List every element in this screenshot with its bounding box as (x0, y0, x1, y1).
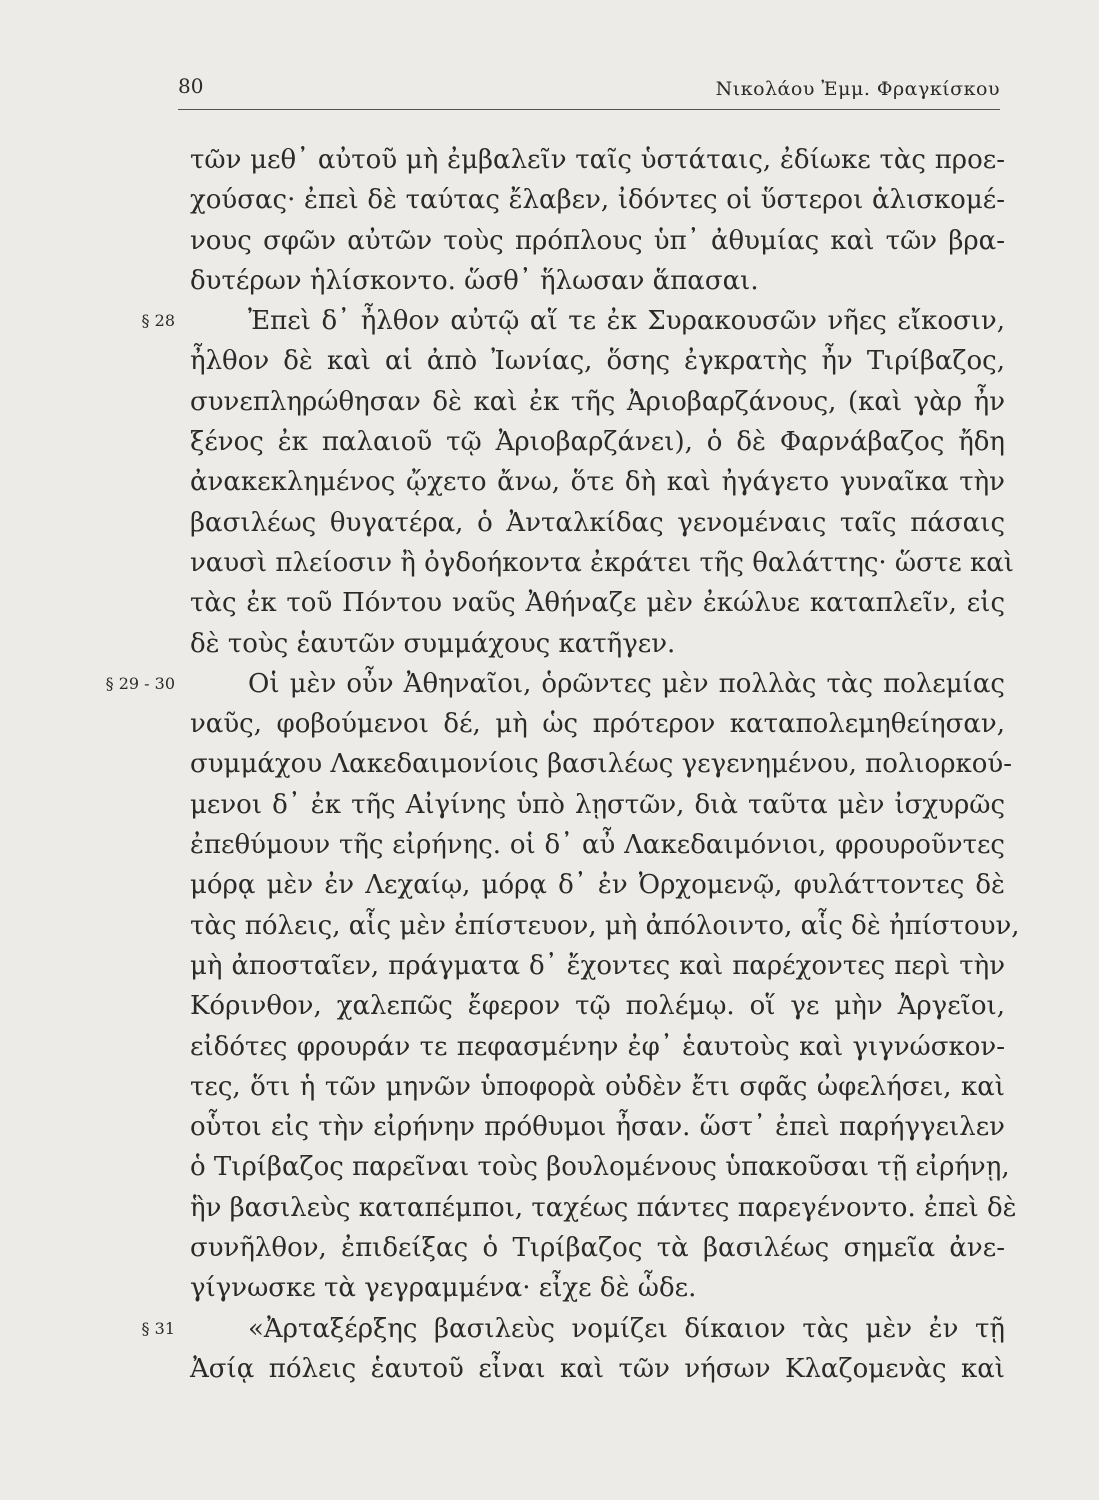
line-text: συμμάχου Λακεδαιμονίοις βασιλέως γεγενημένου, πολιορκού- (190, 749, 1012, 780)
line-text: εἰδότες φρουράν τε πεφασμένην ἐφ᾽ ἑαυτοὺς καὶ γιγνώσκον- (190, 1031, 1005, 1062)
text-line (190, 704, 1005, 744)
line-text: δυτέρων ἡλίσκοντο. ὥσθ᾽ ἥλωσαν ἅπασαι. (190, 265, 759, 296)
text-line (190, 785, 1005, 825)
line-text: βασιλέως θυγατέρα, ὁ Ἀνταλκίδας γενομέναις ταῖς πάσαις (190, 507, 1005, 538)
text-line (190, 543, 1015, 583)
line-text: συνῆλθον, ἐπιδείξας ὁ Τιρίβαζος τὰ βασιλέως σημεῖα ἀνε- (190, 1233, 1005, 1264)
line-text: τὰς πόλεις, αἷς μὲν ἐπίστευον, μὴ ἀπόλοιντο, αἷς δὲ ἠπίστουν, (190, 910, 1020, 941)
line-text: νους σφῶν αὐτῶν τοὺς πρόπλους ὑπ᾽ ἀθυμίας καὶ τῶν βρα- (190, 225, 1005, 256)
line-text: ὁ Τιρίβαζος παρεῖναι τοὺς βουλομένους ὑπακοῦσαι τῇ εἰρήνῃ, (190, 1152, 1010, 1183)
text-line (141, 301, 1005, 341)
text-line (190, 1147, 1010, 1187)
line-text: ἐπεθύμουν τῆς εἰρήνης. οἱ δ᾽ αὖ Λακεδαιμόνιοι, φρουροῦντες (190, 830, 1005, 861)
line-text: τὰς ἐκ τοῦ Πόντου ναῦς Ἀθήναζε μὲν ἐκώλυε καταπλεῖν, εἰς (190, 588, 1005, 619)
line-text: Κόρινθον, χαλεπῶς ἔφερον τῷ πολέμῳ. οἵ γε μὴν Ἀργεῖοι, (190, 991, 1005, 1022)
line-text: Ἐπεὶ δ᾽ ἦλθον αὐτῷ αἵ τε ἐκ Συρακουσῶν νῆες εἴκοσιν, (248, 306, 1005, 337)
line-text: τες, ὅτι ἡ τῶν μηνῶν ὑποφορὰ οὐδὲν ἔτι σφᾶς ὠφελήσει, καὶ (190, 1071, 1005, 1102)
section-marker: § 31 (141, 1318, 175, 1338)
line-text: μόρᾳ μὲν ἐν Λεχαίῳ, μόρᾳ δ᾽ ἐν Ὀρχομενῷ, φυλάττοντες δὲ (190, 870, 1005, 901)
line-text: Οἱ μὲν οὖν Ἀθηναῖοι, ὁρῶντες μὲν πολλὰς τὰς πολεμίας (248, 668, 1005, 699)
text-line (190, 946, 1005, 986)
line-text: χούσας· ἐπεὶ δὲ ταύτας ἔλαβεν, ἰδόντες οἱ ὕστεροι ἁλισκομέ- (190, 185, 1005, 216)
page-number: 80 (178, 74, 204, 98)
text-line (190, 1027, 1005, 1067)
text-line (190, 503, 1005, 543)
text-line (190, 1268, 1005, 1308)
text-line (190, 1228, 1005, 1268)
line-text: ἀνακεκλημένος ᾤχετο ἄνω, ὅτε δὴ καὶ ἠγάγετο γυναῖκα τὴν (190, 467, 1005, 498)
line-text: γίγνωσκε τὰ γεγραμμένα· εἶχε δὲ ὧδε. (190, 1273, 697, 1304)
text-line (190, 906, 1020, 946)
text-line (190, 221, 1005, 261)
running-head: Νικολάου Ἐμμ. Φραγκίσκου (715, 78, 1000, 100)
text-line (190, 583, 1005, 623)
line-text: «Ἀρταξέρξης βασιλεὺς νομίζει δίκαιον τὰς μὲν ἐν τῇ (248, 1313, 1005, 1344)
line-text: ξένος ἐκ παλαιοῦ τῷ Ἀριοβαρζάνει), ὁ δὲ Φαρνάβαζος ἤδη (190, 427, 1005, 458)
section-marker: § 29 - 30 (105, 673, 175, 693)
text-line (190, 422, 1005, 462)
line-text: ἦλθον δὲ καὶ αἱ ἀπὸ Ἰωνίας, ὅσης ἐγκρατὴς ἦν Τιρίβαζος, (190, 346, 1005, 377)
text-line (190, 986, 1005, 1026)
line-text: τῶν μεθ᾽ αὐτοῦ μὴ ἐμβαλεῖν ταῖς ὑστάταις, ἐδίωκε τὰς προε- (190, 145, 1005, 175)
text-line (190, 1107, 1005, 1147)
text-line (190, 462, 1005, 502)
line-text: ἣν βασιλεὺς καταπέμποι, ταχέως πάντες παρεγένοντο. ἐπεὶ δὲ (190, 1192, 1017, 1223)
text-line (190, 624, 1005, 664)
text-line (190, 1349, 1005, 1389)
line-text: μὴ ἀποσταῖεν, πράγματα δ᾽ ἔχοντες καὶ παρέχοντες περὶ τὴν (190, 950, 1005, 981)
text-body (105, 140, 1020, 1389)
line-text: ναυσὶ πλείοσιν ἢ ὀγδοήκοντα ἐκράτει τῆς θαλάττης· ὥστε καὶ (190, 547, 1015, 578)
text-line (190, 744, 1012, 784)
text-line (105, 664, 1005, 704)
text-line (190, 865, 1005, 905)
text-line (141, 1309, 1005, 1349)
text-line (190, 180, 1005, 220)
text-line (190, 261, 1005, 301)
line-text: Ἀσίᾳ πόλεις ἑαυτοῦ εἶναι καὶ τῶν νήσων Κλαζομενὰς καὶ (190, 1353, 1005, 1384)
text-line (190, 1188, 1017, 1228)
line-text: δὲ τοὺς ἑαυτῶν συμμάχους κατῆγεν. (190, 628, 676, 659)
text-line (190, 341, 1005, 381)
page-header (178, 72, 1000, 112)
line-text: μενοι δ᾽ ἐκ τῆς Αἰγίνης ὑπὸ λῃστῶν, διὰ ταῦτα μὲν ἰσχυρῶς (190, 789, 1005, 820)
text-line (190, 1067, 1005, 1107)
section-marker: § 28 (141, 311, 175, 331)
header-rule (178, 109, 1000, 110)
text-line (190, 140, 1005, 180)
text-line (190, 825, 1005, 865)
line-text: συνεπληρώθησαν δὲ καὶ ἐκ τῆς Ἀριοβαρζάνους, (καὶ γὰρ ἦν (190, 386, 1005, 417)
line-text: οὗτοι εἰς τὴν εἰρήνην πρόθυμοι ἦσαν. ὥστ᾽ ἐπεὶ παρήγγειλεν (190, 1112, 1005, 1143)
line-text: ναῦς, φοβούμενοι δέ, μὴ ὡς πρότερον καταπολεμηθείησαν, (190, 709, 1005, 740)
text-line (190, 382, 1005, 422)
